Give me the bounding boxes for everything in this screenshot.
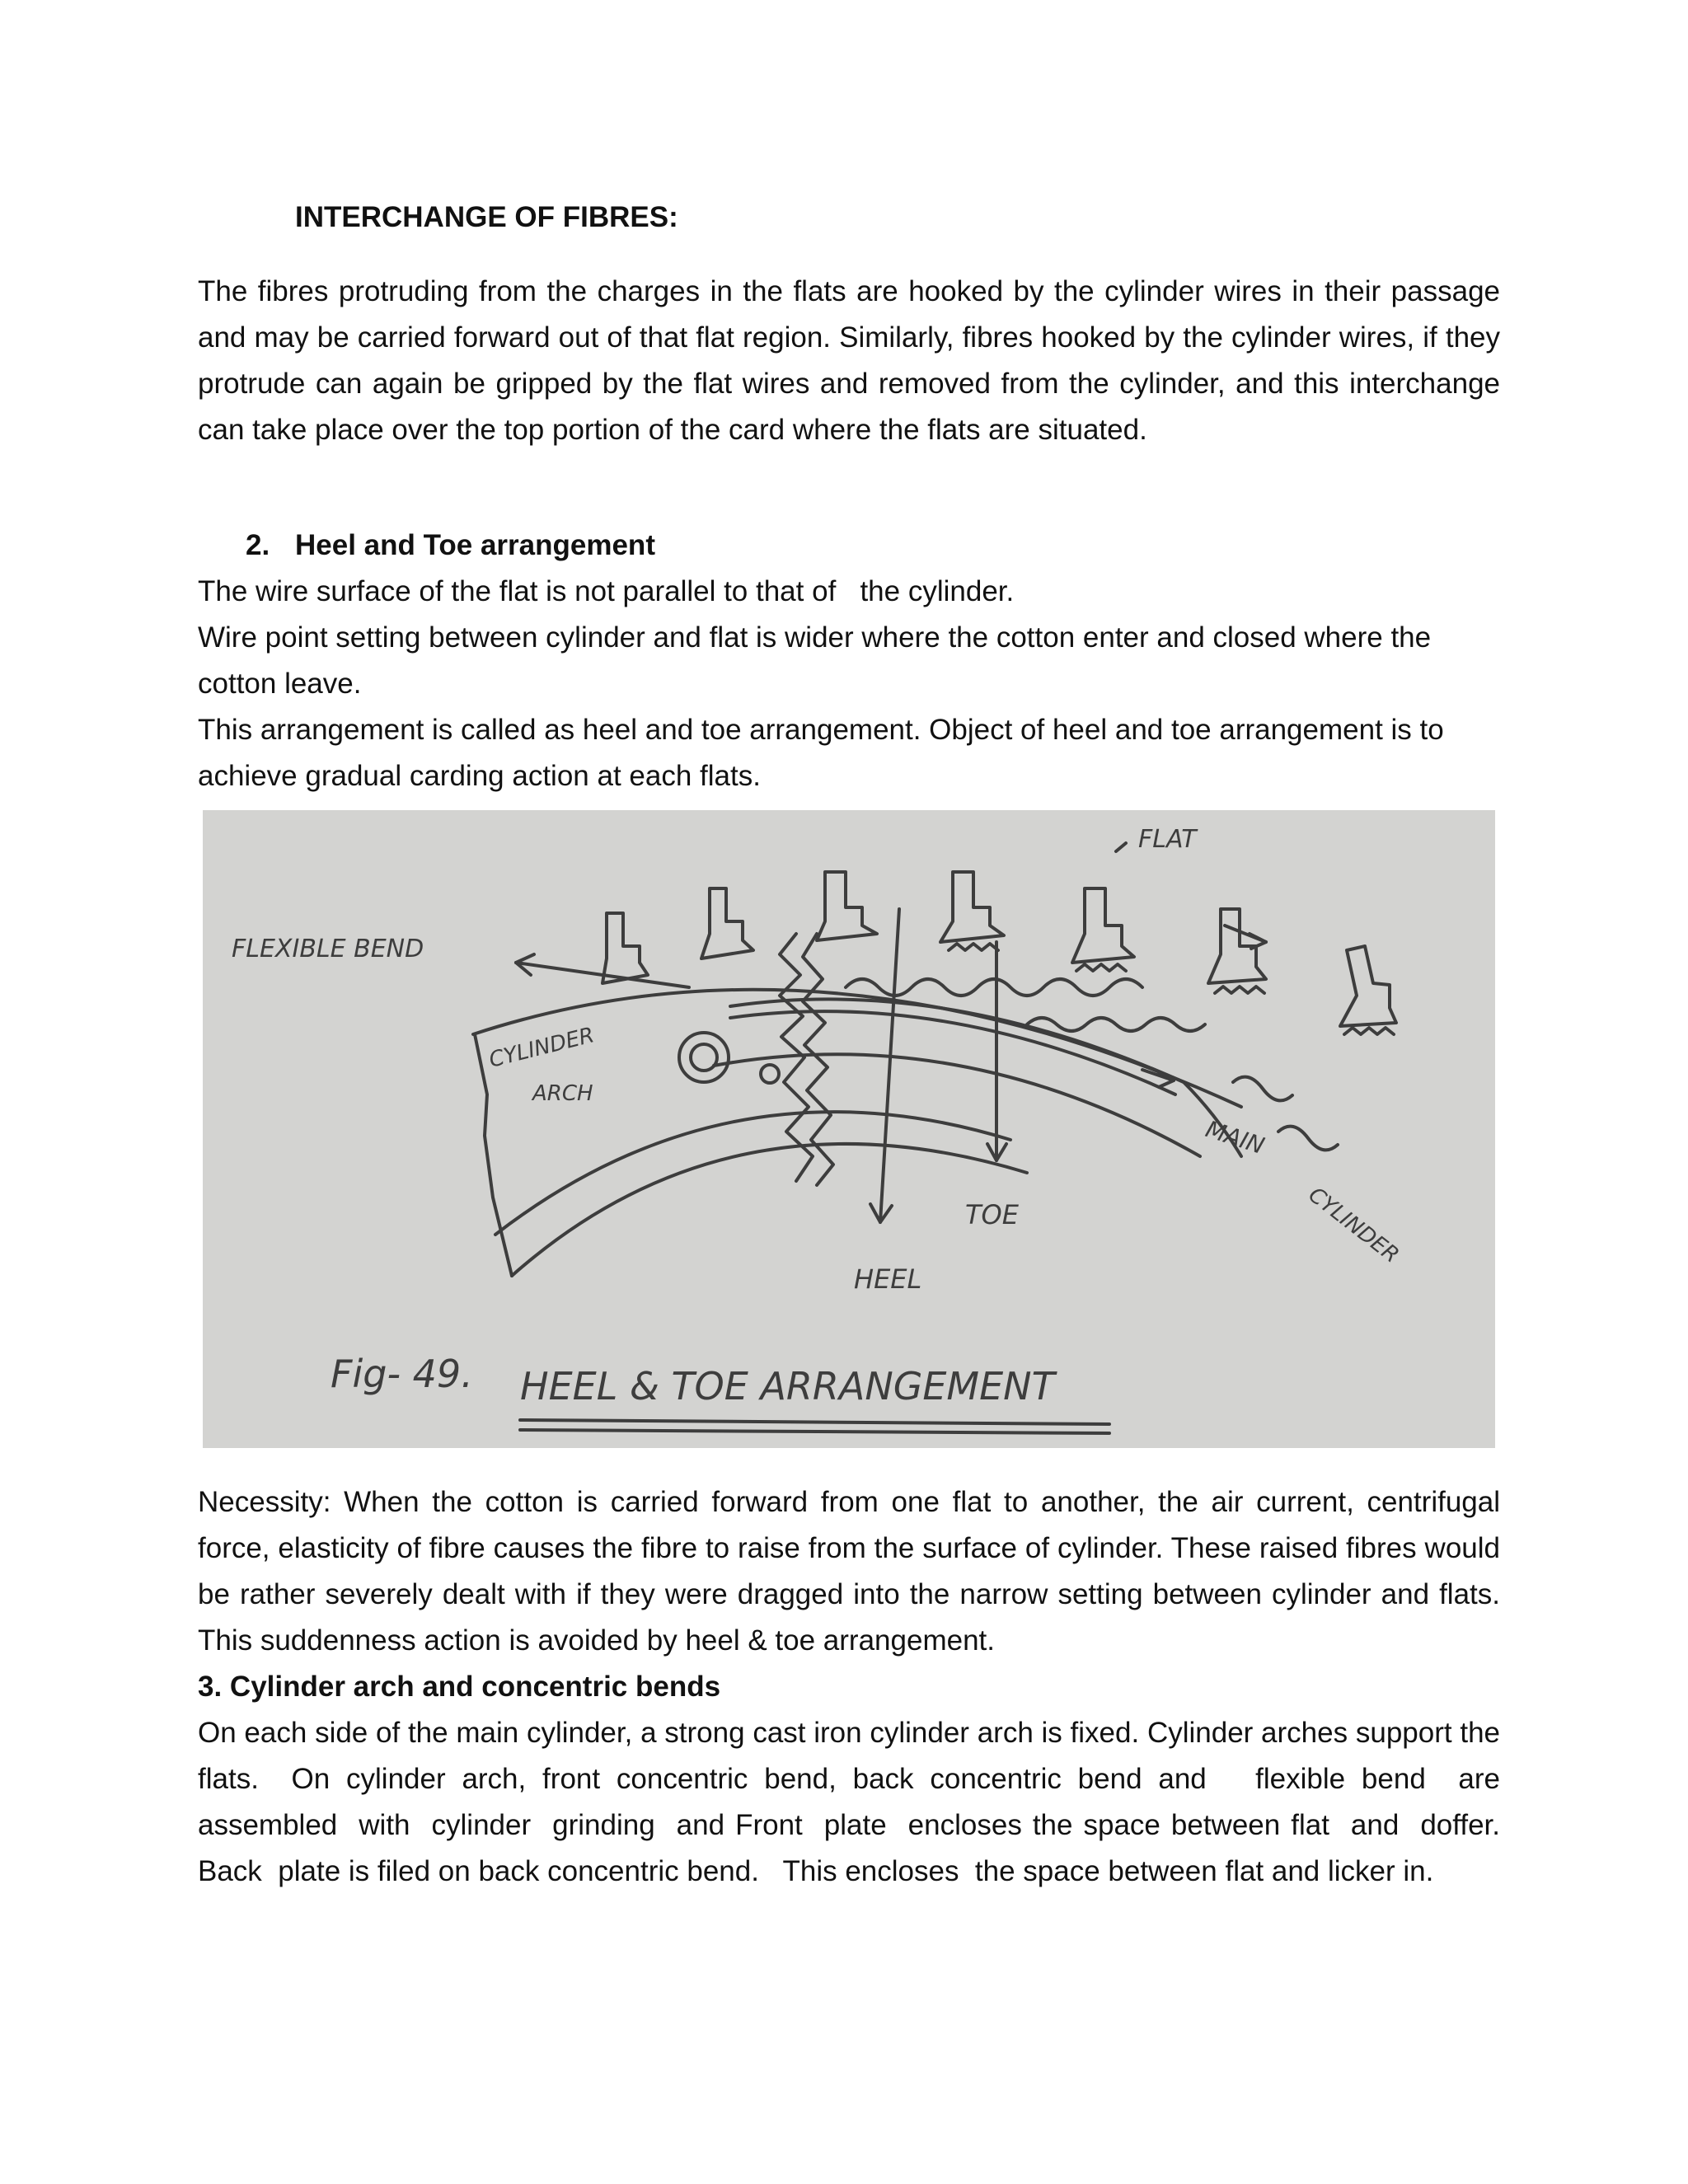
caption-underline-1 bbox=[520, 1420, 1109, 1424]
wire-marks-5 bbox=[1076, 964, 1126, 971]
heel-toe-figure bbox=[203, 810, 1495, 1448]
line-wire-point-setting: Wire point setting between cylinder and flat is wider where the cotton enter and closed where the cotton leave. bbox=[198, 621, 1432, 700]
line-arrangement-object: This arrangement is called as heel and toe arrangement. Object of heel and toe arrangement is to achieve gradual carding action at each flats. bbox=[198, 714, 1444, 792]
cylinder-band-3 bbox=[714, 1054, 1200, 1156]
flat-2 bbox=[701, 888, 753, 958]
paragraph-interchange: The fibres protruding from the charges in the flats are hooked by the cylinder wires in their passage and may be carried forward out of that flat region. Similarly, fibres hooked by the cylinder wires, if they protrude can again be gripped by the flat wires and removed from the cylinder, and this interchange can take place over the top portion of the card where the flats are situated. bbox=[198, 275, 1500, 446]
flexible-joint-right bbox=[803, 934, 833, 1185]
label-flexible-bend: FLEXIBLE BEND bbox=[232, 935, 424, 963]
wire-marks-7 bbox=[1344, 1028, 1394, 1034]
wire-marks-6 bbox=[1215, 987, 1264, 993]
fibre-wave-2 bbox=[1027, 1018, 1205, 1031]
flat-1 bbox=[603, 913, 648, 983]
label-cylinder: CYLINDER bbox=[1303, 1182, 1404, 1268]
fibre-wave-3 bbox=[1233, 1077, 1292, 1101]
fibre-wave-4 bbox=[1278, 1127, 1338, 1151]
label-heel: HEEL bbox=[854, 1263, 922, 1295]
label-main: MAIN bbox=[1202, 1115, 1268, 1160]
flat-label-arrow bbox=[1116, 843, 1126, 851]
small-hole bbox=[761, 1065, 779, 1083]
caption-underline-2 bbox=[520, 1430, 1109, 1433]
flat-7 bbox=[1340, 946, 1396, 1026]
line-wire-surface: The wire surface of the flat is not parallel to that of the cylinder. bbox=[198, 575, 1015, 607]
arch-inner-edge bbox=[495, 1112, 1010, 1235]
label-flat: FLAT bbox=[1138, 825, 1197, 854]
label-toe: TOE bbox=[965, 1199, 1019, 1230]
label-fig-number: Fig- 49. bbox=[331, 1352, 473, 1396]
label-figure-caption: HEEL & TOE ARRANGEMENT bbox=[520, 1364, 1055, 1408]
label-cylinder-arch-2: ARCH bbox=[532, 1081, 593, 1106]
paragraph-necessity: Necessity: When the cotton is carried forward from one flat to another, the air current, centrifugal force, elasticity of fibre causes the fibre to raise from the surface of cylinder. These raised fibres would be rather severely dealt with if they were dragged into the narrow setting between cylinder and flats. This suddenness action is avoided by heel & toe arrangement. bbox=[198, 1486, 1500, 1657]
bolt-hole-inner bbox=[691, 1044, 717, 1071]
section-heading-interchange: INTERCHANGE OF FIBRES: bbox=[295, 201, 678, 233]
wire-marks-4 bbox=[949, 944, 998, 950]
flat-3 bbox=[817, 872, 877, 940]
flat-5 bbox=[1072, 888, 1134, 963]
bolt-hole-outer bbox=[679, 1033, 729, 1082]
section-heading-heel-toe bbox=[246, 523, 655, 569]
heel-arrow-line bbox=[880, 909, 899, 1222]
fibre-wave-1 bbox=[846, 979, 1142, 996]
flat-4 bbox=[940, 872, 1004, 942]
section-heading-cylinder-arch: 3. Cylinder arch and concentric bends bbox=[198, 1671, 721, 1703]
section-title: Heel and Toe arrangement bbox=[295, 529, 655, 561]
heel-toe-sketch bbox=[203, 810, 1495, 1448]
arch-bottom-edge bbox=[512, 1144, 1027, 1276]
label-cylinder-arch-1: CYLINDER bbox=[486, 1023, 597, 1073]
section-number: 2. bbox=[246, 529, 270, 561]
paragraph-cylinder-arch: On each side of the main cylinder, a strong cast iron cylinder arch is fixed. Cylinder arches support the flats. On cylinder arch, front concentric bend, back concentric bend and flexible bend are assembled with cylinder grinding and Front plate encloses the space between flat and doffer. Back plate is filed on back concentric bend. This encloses the space between flat and licker in. bbox=[198, 1717, 1517, 1887]
